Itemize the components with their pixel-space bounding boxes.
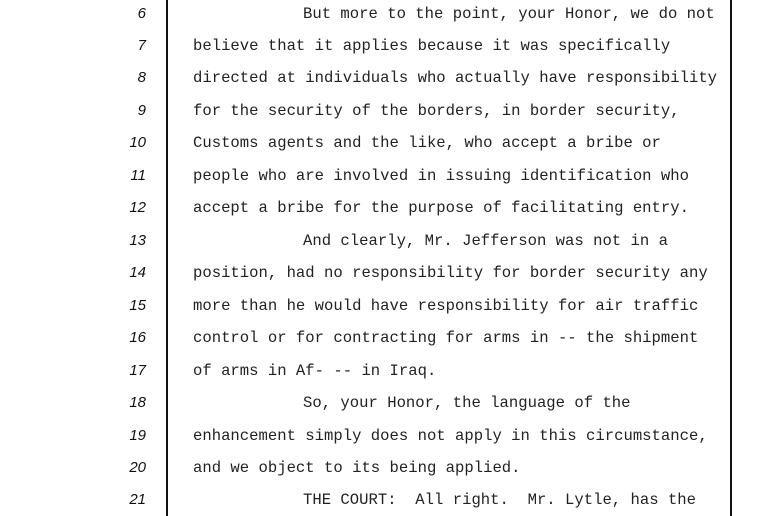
line-text: But more to the point, your Honor, we do not: [303, 5, 715, 23]
line-number: 6: [137, 5, 146, 22]
line-text: THE COURT: All right. Mr. Lytle, has the: [303, 491, 697, 509]
transcript-line: [0, 460, 780, 492]
transcript-line: [0, 298, 780, 330]
line-text: accept a bribe for the purpose of facilitating entry.: [193, 199, 689, 217]
line-text: believe that it applies because it was specifically: [193, 37, 671, 55]
transcript-line: [0, 395, 780, 427]
transcript-line: [0, 363, 780, 395]
line-text: people who are involved in issuing identification who: [193, 167, 689, 185]
line-text: and we object to its being applied.: [193, 459, 521, 477]
transcript-line: [0, 330, 780, 362]
line-text: directed at individuals who actually have responsibility: [193, 69, 718, 87]
line-text: So, your Honor, the language of the: [303, 394, 631, 412]
line-number: 18: [129, 394, 146, 411]
transcript-line: [0, 492, 780, 516]
line-number: 11: [130, 167, 146, 184]
line-number: 21: [129, 491, 146, 508]
transcript-line: [0, 70, 780, 102]
line-number: 17: [129, 362, 146, 379]
line-number: 7: [137, 37, 146, 54]
line-text: for the security of the borders, in border security,: [193, 102, 680, 120]
line-text: more than he would have responsibility for air traffic: [193, 297, 699, 315]
line-number: 13: [129, 232, 146, 249]
line-text: control or for contracting for arms in -- the shipment: [193, 329, 699, 347]
line-number: 9: [137, 102, 146, 119]
line-text: And clearly, Mr. Jefferson was not in a: [303, 232, 668, 250]
transcript-line: [0, 38, 780, 70]
transcript-line: [0, 428, 780, 460]
transcript-line: [0, 200, 780, 232]
line-number: 20: [129, 459, 146, 476]
line-number: 14: [129, 264, 146, 281]
transcript-line: [0, 233, 780, 265]
line-number: 10: [129, 134, 146, 151]
line-number: 19: [129, 427, 146, 444]
line-text: enhancement simply does not apply in this circumstance,: [193, 427, 708, 445]
transcript-line: [0, 265, 780, 297]
line-text: Customs agents and the like, who accept a bribe or: [193, 134, 661, 152]
line-text: of arms in Af- -- in Iraq.: [193, 362, 437, 380]
line-number: 16: [129, 329, 146, 346]
transcript-line: [0, 135, 780, 167]
line-number: 15: [129, 297, 146, 314]
line-text: position, had no responsibility for border security any: [193, 264, 708, 282]
line-number: 12: [129, 199, 146, 216]
transcript-line: [0, 6, 780, 38]
transcript-line: [0, 168, 780, 200]
line-number: 8: [137, 69, 146, 86]
transcript-line: [0, 103, 780, 135]
